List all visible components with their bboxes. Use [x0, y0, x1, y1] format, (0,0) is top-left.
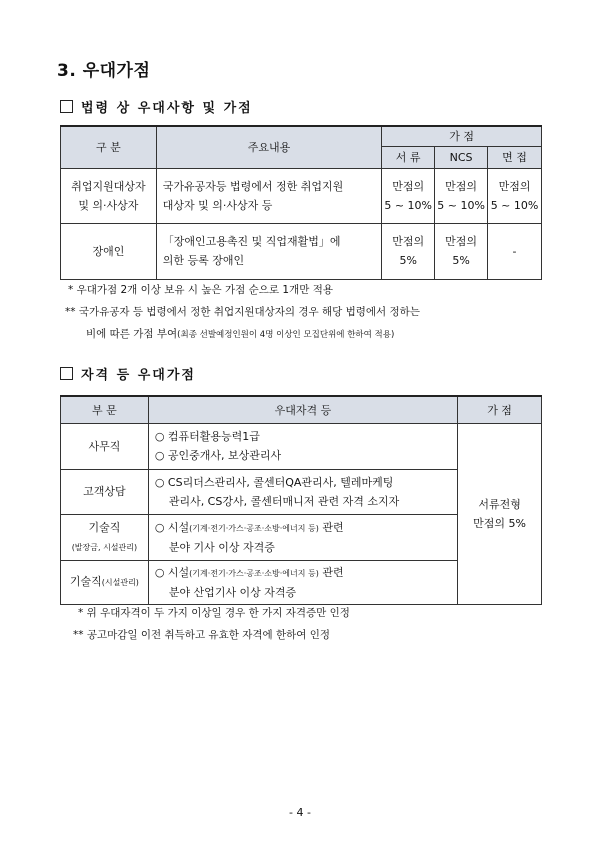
row-qualification: ○ CS리더스관리사, 콜센터QA관리사, 텔레마케팅 — [154, 475, 394, 489]
row-ncs-points: 5% — [452, 254, 470, 267]
row-ncs-points: 5 ~ 10% — [437, 198, 485, 212]
header-points: 가 점 — [458, 396, 542, 423]
row-qualification: ○ 공인중개사, 보상관리사 — [154, 449, 282, 462]
section-heading-qualification-text: 자격 등 우대가점 — [81, 368, 196, 383]
row-qualification: 관리사, CS강사, 콜센터매니저 관련 자격 소지자 — [168, 494, 400, 508]
points-line: 만점의 5% — [473, 516, 526, 530]
note-legal-3-main: 비에 따른 가점 부여 — [86, 328, 178, 340]
row-category: 기술직 — [88, 520, 121, 534]
row-content: 「장애인고용촉진 및 직업재활법」에 — [162, 235, 341, 248]
row-category: 사무직 — [61, 423, 149, 469]
header-qualification: 우대자격 등 — [148, 396, 457, 423]
header-interview: 면 접 — [488, 146, 542, 168]
header-content: 주요내용 — [156, 126, 381, 168]
points-cell — [458, 423, 542, 604]
header-category: 부 문 — [61, 396, 149, 423]
row-category: 기술직 — [69, 575, 102, 588]
header-ncs: NCS — [435, 146, 488, 168]
row-doc-points: 5 ~ 10% — [384, 198, 433, 212]
legal-points-table — [60, 125, 542, 280]
row-category: 장애인 — [61, 223, 157, 279]
checkbox-square-icon — [60, 367, 73, 380]
row-ncs-points: 만점의 — [445, 235, 478, 248]
row-qualification-detail: (기계·전기·가스·공조·소방·에너지 등) — [189, 523, 319, 533]
note-legal-2: ** 국가유공자 등 법령에서 정한 취업지원대상자의 경우 해당 법령에서 정하는 — [65, 306, 420, 318]
note-qualification-2: ** 공고마감일 이전 취득하고 유효한 자격에 한하여 인정 — [73, 629, 331, 641]
row-category-sub: (시설관리) — [101, 578, 139, 587]
page-title: 3. 우대가점 — [57, 61, 151, 81]
note-qualification-1: * 위 우대자격이 두 가지 이상일 경우 한 가지 자격증만 인정 — [78, 607, 350, 619]
row-category-sub: (발장금, 시설관리) — [71, 542, 138, 552]
row-content: 국가유공자등 법령에서 정한 취업지원 — [162, 179, 344, 193]
row-interview-points: 만점의 — [498, 179, 531, 193]
note-legal-3 — [86, 325, 394, 345]
row-qualification: ○ 시설 — [154, 520, 190, 534]
row-qualification: 관련 — [318, 565, 344, 579]
note-legal-3-small: (최종 선발예정인원이 4명 이상인 모집단위에 한하여 적용) — [177, 330, 395, 340]
page-number: - 4 - — [289, 806, 311, 819]
section-heading-qualification — [60, 364, 196, 383]
row-doc-points: 만점의 — [392, 179, 425, 193]
header-doc: 서 류 — [382, 146, 435, 168]
table-row — [61, 423, 542, 469]
row-qualification: 분야 산업기사 이상 자격증 — [168, 585, 297, 599]
table-row — [61, 223, 542, 279]
row-qualification: ○ 컴퓨터활용능력1급 — [154, 430, 260, 443]
points-line: 서류전형 — [478, 497, 521, 511]
row-category: 고객상담 — [61, 469, 149, 514]
header-points: 가 점 — [382, 126, 542, 146]
row-content: 의한 등록 장애인 — [162, 254, 245, 267]
table-row — [61, 168, 542, 223]
row-category: 취업지원대상자 — [71, 179, 146, 193]
row-qualification-detail: (기계·전기·가스·공조·소방·에너지 등) — [189, 568, 319, 578]
row-interview-points: 5 ~ 10% — [490, 198, 539, 212]
qualification-points-table — [60, 395, 542, 605]
checkbox-square-icon — [60, 100, 73, 113]
row-content: 대상자 및 의·사상자 등 — [162, 198, 273, 212]
section-heading-legal — [60, 97, 253, 116]
row-ncs-points: 만점의 — [445, 179, 478, 193]
row-category: 및 의·사상자 — [78, 198, 139, 212]
row-doc-points: 5% — [399, 254, 417, 267]
row-qualification: 관련 — [318, 520, 344, 534]
row-qualification: 분야 기사 이상 자격증 — [168, 540, 275, 554]
row-doc-points: 만점의 — [392, 235, 425, 248]
row-interview-points: - — [488, 223, 542, 279]
section-heading-legal-text: 법령 상 우대사항 및 가점 — [81, 101, 253, 116]
note-legal-1: * 우대가점 2개 이상 보유 시 높은 가점 순으로 1개만 적용 — [68, 284, 333, 296]
row-qualification: ○ 시설 — [154, 565, 190, 579]
header-category: 구 분 — [61, 126, 157, 168]
